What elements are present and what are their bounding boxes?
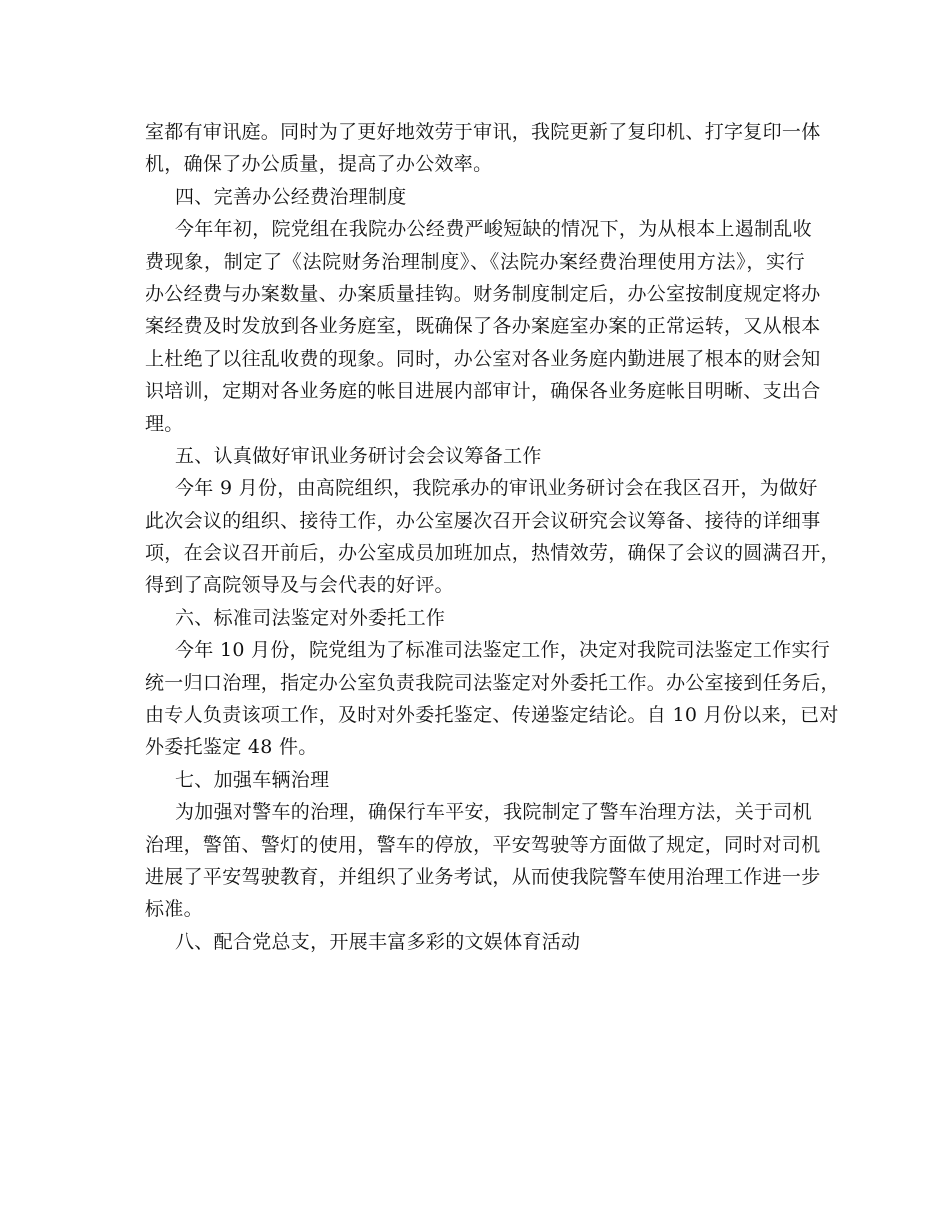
paragraph-line: 识培训，定期对各业务庭的帐目进展内部审计，确保各业务庭帐目明晰、支出合	[145, 380, 821, 403]
paragraph-line: 费现象，制定了《法院财务治理制度》、《法院办案经费治理使用方法》，实行	[145, 250, 805, 273]
document-body	[145, 116, 840, 958]
paragraph-line: 外委托鉴定 48 件。	[145, 736, 318, 759]
paragraph-line: 今年 10 月份，院党组为了标准司法鉴定工作，决定对我院司法鉴定工作实行	[175, 639, 831, 662]
paragraph-line: 上杜绝了以往乱收费的现象。同时，办公室对各业务庭内勤进展了根本的财会知	[145, 347, 821, 370]
paragraph-line: 项，在会议召开前后，办公室成员加班加点，热情效劳，确保了会议的圆满召开，	[145, 542, 840, 565]
paragraph-line: 此次会议的组织、接待工作，办公室屡次召开会议研究会议筹备、接待的详细事	[145, 509, 821, 532]
paragraph-line: 办公经费与办案数量、办案质量挂钩。财务制度制定后，办公室按制度规定将办	[145, 282, 821, 305]
section-heading: 七、加强车辆治理	[175, 768, 330, 791]
section-heading: 六、标准司法鉴定对外委托工作	[175, 606, 446, 629]
paragraph-line: 得到了高院领导及与会代表的好评。	[145, 574, 454, 597]
paragraph-line: 今年年初，院党组在我院办公经费严峻短缺的情况下，为从根本上遏制乱收	[175, 218, 812, 241]
paragraph-line: 标准。	[145, 898, 203, 921]
paragraph-line: 进展了平安驾驶教育，并组织了业务考试，从而使我院警车使用治理工作进一步	[145, 865, 821, 888]
paragraph-line: 统一归口治理，指定办公室负责我院司法鉴定对外委托工作。办公室接到任务后，	[145, 671, 840, 694]
paragraph-line: 由专人负责该项工作，及时对外委托鉴定、传递鉴定结论。自 10 月份以来，已对	[145, 704, 839, 727]
paragraph-line: 理。	[145, 412, 184, 435]
section-heading: 八、配合党总支，开展丰富多彩的文娱体育活动	[175, 930, 581, 953]
paragraph-line: 今年 9 月份，由高院组织，我院承办的审讯业务研讨会在我区召开，为做好	[175, 477, 818, 500]
section-heading: 五、认真做好审讯业务研讨会会议筹备工作	[175, 444, 542, 467]
paragraph-line: 案经费及时发放到各业务庭室，既确保了各办案庭室办案的正常运转，又从根本	[145, 315, 821, 338]
paragraph-line: 为加强对警车的治理，确保行车平安，我院制定了警车治理方法，关于司机	[175, 801, 812, 824]
paragraph-line: 治理，警笛、警灯的使用，警车的停放，平安驾驶等方面做了规定，同时对司机	[145, 833, 821, 856]
paragraph-line: 室都有审讯庭。同时为了更好地效劳于审讯，我院更新了复印机、打字复印一体	[145, 121, 821, 143]
section-heading: 四、完善办公经费治理制度	[175, 185, 407, 208]
paragraph-line: 机，确保了办公质量，提高了办公效率。	[145, 153, 493, 176]
